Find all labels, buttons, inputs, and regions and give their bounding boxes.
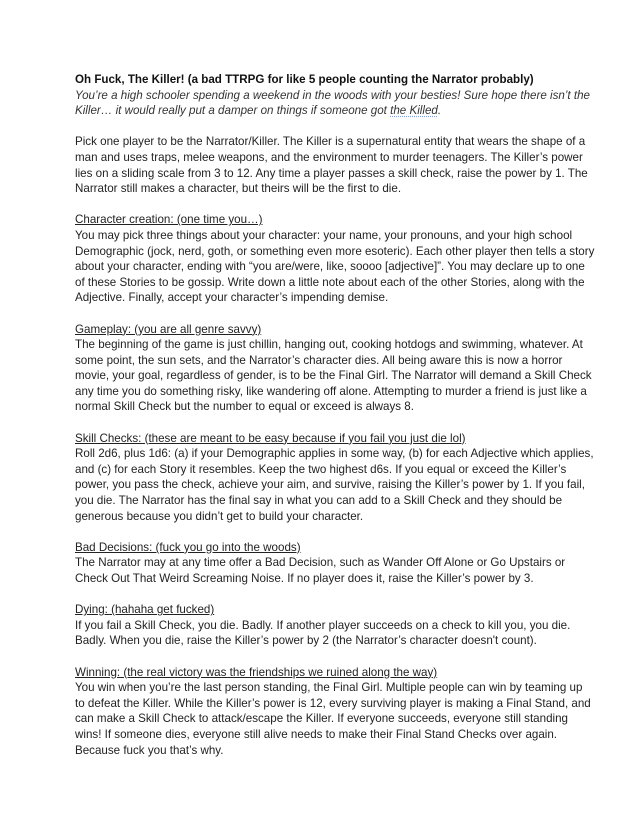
- section-heading: Bad Decisions: (fuck you go into the woods): [75, 540, 301, 554]
- section-skill-checks: [75, 431, 595, 525]
- section-winning: [75, 665, 595, 759]
- spellcheck-flagged-text[interactable]: the Killed: [390, 104, 438, 118]
- section-gameplay: [75, 322, 595, 416]
- section-heading: Winning: (the real victory was the friendships we ruined along the way): [75, 665, 438, 679]
- section-heading: Gameplay: (you are all genre savvy): [75, 322, 262, 336]
- section-body: You may pick three things about your character: your name, your pronouns, and your high school Demographic (jock, nerd, goth, or something even more esoteric). Each other player then tells a story about your character, ending with “you are/were, like, soooo [adjective]”. You may declare up to one of these Stories to be gossip. Write down a little note about each of the other Stories, along with the Adjective. Finally, accept your character’s impending demise.: [75, 228, 595, 305]
- section-body: Roll 2d6, plus 1d6: (a) if your Demographic applies in some way, (b) for each Adjective which applies, and (c) for each Story it resembles. Keep the two highest d6s. If you equal or exceed the Killer’s power, you pass the check, achieve your aim, and survive, raising the Killer’s power by 1. If you fail, you die. The Narrator has the final say in what you can add to a Skill Check and they should be generous because you didn’t get to build your character.: [75, 447, 594, 523]
- section-character-creation: [75, 212, 595, 306]
- section-heading: Character creation: (one time you…): [75, 213, 263, 227]
- section-dying: [75, 602, 595, 649]
- section-body: The Narrator may at any time offer a Bad Decision, such as Wander Off Alone or Go Upstairs or Check Out That Weird Screaming Noise. If no player does it, raise the Killer’s power by 3.: [75, 556, 566, 585]
- section-bad-decisions: [75, 540, 595, 587]
- document-subtitle: [75, 88, 595, 119]
- section-body: If you fail a Skill Check, you die. Badly. If another player succeeds on a check to kill you, you die. Badly. When you die, raise the Killer’s power by 2 (the Narrator’s character doesn't count).: [75, 618, 571, 648]
- subtitle-text: You’re a high schooler spending a weekend in the woods with your besties! Sure hope there isn’t the Killer… it would really put a damper on things if someone got: [75, 88, 590, 118]
- intro-paragraph: Pick one player to be the Narrator/Killer. The Killer is a supernatural entity that wears the shape of a man and uses traps, melee weapons, and the environment to murder teenagers. The Killer’s power lies on a sliding scale from 3 to 12. Any time a player passes a skill check, raise the power by 1. The Narrator still makes a character, but theirs will be the first to die.: [75, 135, 588, 196]
- section-heading: Dying: (hahaha get fucked): [75, 603, 215, 617]
- document-page: [75, 72, 595, 758]
- section-heading: Skill Checks: (these are meant to be easy because if you fail you just die lol): [75, 431, 466, 445]
- document-title: Oh Fuck, The Killer! (a bad TTRPG for like 5 people counting the Narrator probably): [75, 73, 534, 86]
- subtitle-end: .: [437, 104, 442, 118]
- section-body: The beginning of the game is just chillin, hanging out, cooking hotdogs and swimming, whatever. At some point, the sun sets, and the Narrator’s character dies. All being aware this is now a horror movie, your goal, regardless of gender, is to be the Final Girl. The Narrator will demand a Skill Check any time you do something risky, like wandering off alone. Attempting to murder a friend is just like a normal Skill Check but the number to equal or exceed is always 8.: [75, 338, 592, 414]
- section-body: You win when you’re the last person standing, the Final Girl. Multiple people can win by teaming up to defeat the Killer. While the Killer’s power is 12, every surviving player is making a Final Stand, and can make a Skill Check to attack/escape the Killer. If everyone succeeds, everyone still standing wins! If someone dies, everyone still alive needs to make their Final Stand Checks over again. Because fuck you that’s why.: [75, 681, 591, 757]
